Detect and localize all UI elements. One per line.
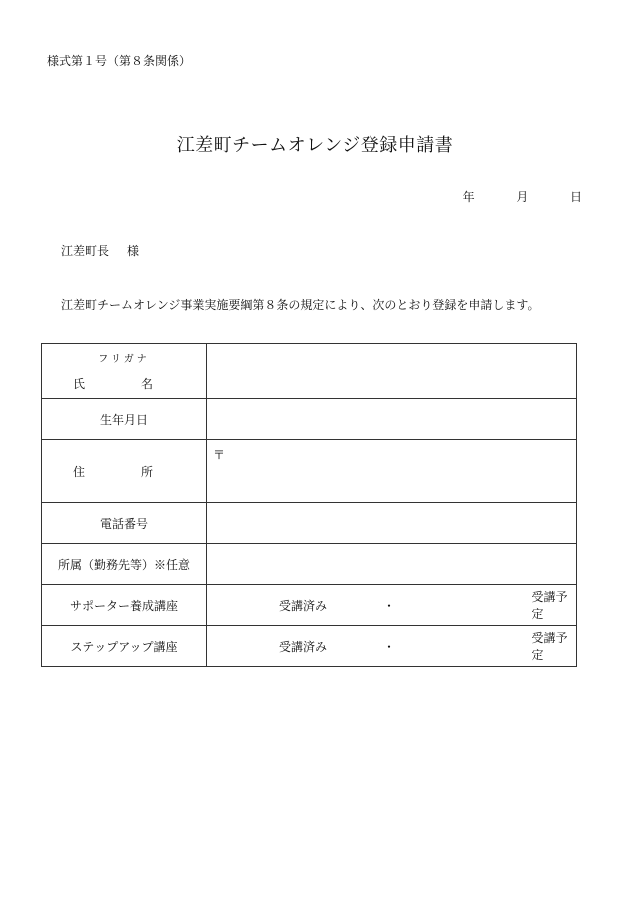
stepup-course-label: ステップアップ講座 <box>42 626 207 667</box>
supporter-course-options <box>207 585 577 626</box>
form-number: 様式第１号（第８条関係） <box>47 54 192 68</box>
table-row-stepup-course <box>42 626 577 667</box>
stepup-option-planned[interactable]: 受講予定 <box>531 631 568 662</box>
phone-label: 電話番号 <box>42 503 207 544</box>
table-row-supporter-course <box>42 585 577 626</box>
table-row-affiliation <box>42 544 577 585</box>
date-day-label: 日 <box>569 190 582 204</box>
addressee-name: 江差町長 <box>61 244 110 258</box>
table-row-phone <box>42 503 577 544</box>
name-label: 氏 名 <box>72 377 175 391</box>
option-separator: ・ <box>382 639 395 654</box>
address-label: 住 所 <box>42 440 207 503</box>
application-statement: 江差町チームオレンジ事業実施要綱第８条の規定により、次のとおり登録を申請します。 <box>61 298 540 312</box>
name-label-cell <box>42 344 207 399</box>
date-month-label: 月 <box>516 190 529 204</box>
supporter-option-completed[interactable]: 受講済み <box>279 598 328 613</box>
table-row-birthdate <box>42 399 577 440</box>
date-line <box>457 188 582 205</box>
document-title: 江差町チームオレンジ登録申請書 <box>176 135 454 156</box>
affiliation-label: 所属（勤務先等）※任意 <box>42 544 207 585</box>
affiliation-input-cell[interactable] <box>207 544 577 585</box>
date-year-label: 年 <box>462 190 475 204</box>
option-separator: ・ <box>382 598 395 613</box>
stepup-course-options <box>207 626 577 667</box>
phone-input-cell[interactable] <box>207 503 577 544</box>
stepup-option-completed[interactable]: 受講済み <box>279 639 328 654</box>
supporter-course-label: サポーター養成講座 <box>42 585 207 626</box>
table-row-name <box>42 344 577 399</box>
address-input-cell[interactable] <box>207 440 577 503</box>
table-row-address <box>42 440 577 503</box>
addressee <box>61 242 139 259</box>
birthdate-label: 生年月日 <box>42 399 207 440</box>
birthdate-input-cell[interactable] <box>207 399 577 440</box>
registration-form-table <box>41 343 577 667</box>
addressee-honorific: 様 <box>127 244 140 258</box>
supporter-option-planned[interactable]: 受講予定 <box>531 590 568 621</box>
postal-mark: 〒 <box>213 448 226 462</box>
name-input-cell[interactable] <box>207 344 577 399</box>
furigana-label: フリガナ <box>98 354 150 365</box>
